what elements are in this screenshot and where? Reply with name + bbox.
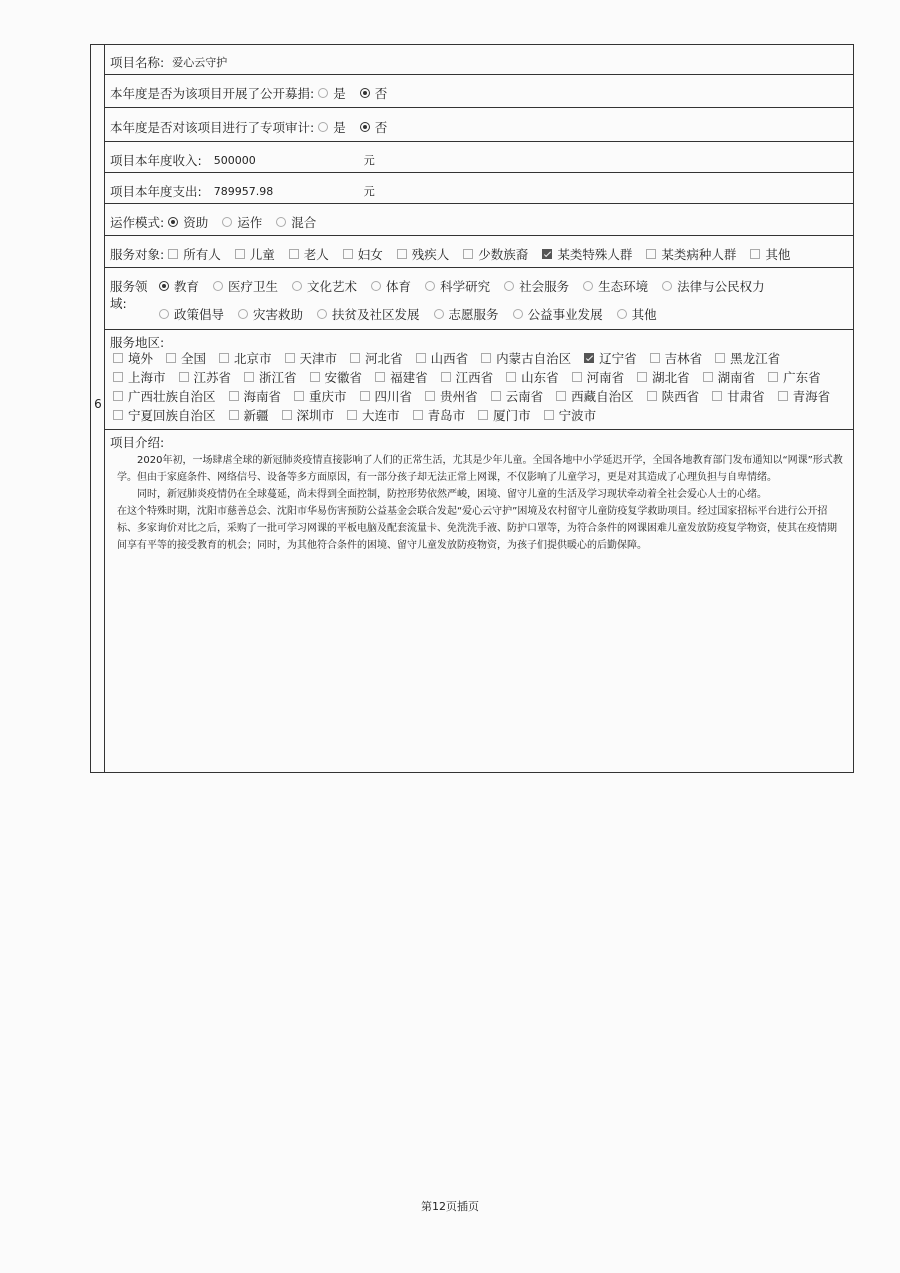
target-option-disease-group[interactable]: 某类病种人群 — [642, 245, 736, 263]
checkbox-icon — [481, 353, 491, 363]
service-regions-row — [105, 330, 853, 430]
introduction-paragraph: 在这个特殊时期，沈阳市慈善总会、沈阳市华易伤害预防公益基金会联合发起“爱心云守护”困境及农村留守儿童防疫复学救助项目。经过国家招标平台进行公开招标、多家询价对比之后，采购了一批可学习网课的平板电脑及配套流量卡、免洗洗手液、防护口罩等，为符合条件的网课困难儿童发放防疫复学物资，使其在疫情期间享有平等的接受教育的机会；同时，为其他符合条件的困境、留守儿童发放防疫物资，为孩子们提供暖心的后勤保障。 — [117, 506, 837, 551]
region-option[interactable] — [487, 387, 544, 405]
region-label: 北京市 — [234, 350, 272, 366]
expense-label: 项目本年度支出: — [110, 184, 202, 199]
region-option[interactable] — [568, 368, 625, 386]
page-footer: 第12页插页 — [421, 1200, 479, 1213]
field-option-social-service[interactable]: 社会服务 — [500, 277, 569, 295]
target-option-elderly[interactable]: 老人 — [285, 245, 329, 263]
checkbox-checked-icon — [542, 249, 552, 259]
radio-selected-icon — [168, 217, 178, 227]
service-fields-row — [105, 268, 853, 330]
checkbox-icon — [375, 372, 385, 382]
region-option[interactable] — [412, 349, 469, 367]
region-label: 福建省 — [390, 369, 428, 385]
checkbox-icon — [491, 391, 501, 401]
region-line — [109, 405, 851, 424]
region-option[interactable] — [343, 406, 400, 424]
region-label: 江苏省 — [193, 369, 232, 385]
region-option[interactable] — [708, 387, 765, 405]
region-option[interactable] — [109, 368, 166, 386]
checkbox-icon — [179, 372, 189, 382]
checkbox-icon — [397, 249, 407, 259]
radio-selected-icon — [159, 281, 169, 291]
region-option[interactable] — [278, 406, 335, 424]
special-audit-label: 本年度是否对该项目进行了专项审计: — [110, 120, 315, 135]
region-label: 境外 — [128, 350, 154, 366]
radio-icon — [513, 309, 523, 319]
field-option-ecology[interactable]: 生态环境 — [579, 277, 648, 295]
region-option[interactable] — [306, 368, 363, 386]
region-label: 云南省 — [505, 388, 544, 404]
checkbox-icon — [113, 372, 123, 382]
service-fields-label: 服务领 域: — [110, 279, 148, 311]
service-targets-label: 服务对象: — [110, 247, 165, 262]
public-fundraising-row — [105, 75, 853, 108]
project-name-label: 项目名称: — [110, 55, 165, 70]
checkbox-icon — [113, 391, 123, 401]
region-option[interactable] — [633, 368, 690, 386]
field-option-culture[interactable]: 文化艺术 — [288, 277, 357, 295]
checkbox-icon — [768, 372, 778, 382]
region-option[interactable] — [646, 349, 703, 367]
checkbox-icon — [310, 372, 320, 382]
region-label: 山东省 — [521, 369, 559, 385]
field-option-health[interactable]: 医疗卫生 — [209, 277, 278, 295]
field-option-poverty[interactable]: 扶贫及社区发展 — [313, 305, 420, 323]
region-label: 广东省 — [783, 369, 821, 385]
checkbox-icon — [166, 353, 176, 363]
public-fundraising-option-yes[interactable]: 是 — [314, 84, 346, 102]
region-option[interactable] — [421, 387, 478, 405]
checkbox-icon — [294, 391, 304, 401]
region-label: 全国 — [181, 350, 207, 366]
region-option[interactable] — [371, 368, 428, 386]
region-line — [109, 348, 851, 367]
region-option[interactable] — [540, 406, 597, 424]
checkbox-icon — [715, 353, 725, 363]
checkbox-icon — [347, 410, 357, 420]
operation-mode-option-operate[interactable]: 运作 — [218, 213, 262, 231]
radio-icon — [434, 309, 444, 319]
checkbox-icon — [506, 372, 516, 382]
checkbox-icon — [647, 391, 657, 401]
field-option-science[interactable]: 科学研究 — [421, 277, 490, 295]
field-option-law[interactable]: 法律与公民权力 — [658, 277, 765, 295]
radio-icon — [425, 281, 435, 291]
checkbox-icon — [343, 249, 353, 259]
region-option[interactable] — [225, 406, 269, 424]
radio-icon — [276, 217, 286, 227]
field-option-sports[interactable]: 体育 — [367, 277, 411, 295]
introduction-paragraph: 2020年初，一场肆虐全球的新冠肺炎疫情直接影响了人们的正常生活，尤其是少年儿童。全国各地中小学延迟开学，全国各地教育部门发布通知以“网课”形式教学。但由于家庭条件、网络信号、设备等多方面原因，有一部分孩子却无法正常上网课，不仅影响了儿童学习，更是对其造成了心理负担与自卑情绪。 — [117, 455, 843, 483]
project-name-value: 爱心云守护 — [172, 56, 228, 69]
radio-icon — [583, 281, 593, 291]
checkbox-icon — [544, 410, 554, 420]
region-option[interactable] — [290, 387, 347, 405]
region-option[interactable] — [580, 349, 637, 367]
introduction-text — [117, 452, 843, 554]
public-fundraising-option-no[interactable]: 否 — [356, 84, 388, 102]
field-option-education[interactable]: 教育 — [155, 277, 199, 295]
radio-icon — [213, 281, 223, 291]
checkbox-icon — [219, 353, 229, 363]
region-label: 内蒙古自治区 — [496, 350, 572, 366]
introduction-paragraph: 同时，新冠肺炎疫情仍在全球蔓延，尚未得到全面控制，防控形势依然严峻，困境、留守儿童的生活及学习现状牵动着全社会爱心人士的心绪。 — [137, 489, 767, 500]
checkbox-icon — [425, 391, 435, 401]
checkbox-icon — [712, 391, 722, 401]
radio-selected-icon — [360, 88, 370, 98]
region-option[interactable] — [356, 387, 413, 405]
region-option[interactable] — [281, 349, 338, 367]
income-row — [105, 142, 853, 173]
region-line — [109, 386, 851, 405]
expense-row — [105, 173, 853, 204]
region-option[interactable] — [346, 349, 403, 367]
checkbox-icon — [235, 249, 245, 259]
target-option-children[interactable]: 儿童 — [231, 245, 275, 263]
field-option-volunteer[interactable]: 志愿服务 — [430, 305, 499, 323]
checkbox-icon — [416, 353, 426, 363]
region-option[interactable] — [643, 387, 700, 405]
special-audit-row — [105, 108, 853, 142]
checkbox-icon — [441, 372, 451, 382]
special-audit-option-no[interactable]: 否 — [356, 118, 388, 136]
checkbox-icon — [703, 372, 713, 382]
target-option-women[interactable]: 妇女 — [339, 245, 383, 263]
checkbox-icon — [168, 249, 178, 259]
radio-icon — [371, 281, 381, 291]
checkbox-icon — [360, 391, 370, 401]
region-option[interactable] — [764, 368, 821, 386]
region-option[interactable] — [240, 368, 297, 386]
radio-icon — [617, 309, 627, 319]
region-option[interactable] — [711, 349, 780, 367]
checkbox-icon — [113, 410, 123, 420]
target-option-disabled[interactable]: 残疾人 — [393, 245, 450, 263]
region-label: 黑龙江省 — [730, 350, 781, 366]
region-label: 厦门市 — [493, 407, 531, 423]
region-option[interactable] — [774, 387, 831, 405]
income-unit: 元 — [363, 154, 375, 167]
region-label: 吉林省 — [664, 350, 703, 366]
operation-mode-option-mixed[interactable]: 混合 — [272, 213, 316, 231]
radio-icon — [238, 309, 248, 319]
region-label: 深圳市 — [296, 407, 335, 423]
public-fundraising-label: 本年度是否为该项目开展了公开募捐: — [110, 86, 315, 101]
region-label: 山西省 — [430, 350, 469, 366]
region-label: 天津市 — [299, 350, 338, 366]
radio-icon — [222, 217, 232, 227]
operation-mode-option-funding[interactable]: 资助 — [164, 213, 208, 231]
region-label: 新疆 — [243, 407, 269, 423]
region-label: 陕西省 — [661, 388, 700, 404]
row-number: 6 — [94, 397, 102, 411]
operation-mode-row — [105, 204, 853, 236]
income-value: 500000 — [213, 153, 256, 167]
region-label: 大连市 — [362, 407, 400, 423]
region-label: 贵州省 — [440, 388, 478, 404]
operation-mode-label: 运作模式: — [110, 215, 165, 230]
service-targets-row — [105, 236, 853, 268]
expense-value: 789957.98 — [213, 184, 274, 198]
target-option-special-group[interactable]: 某类特殊人群 — [538, 245, 632, 263]
region-label: 河南省 — [586, 369, 625, 385]
income-label: 项目本年度收入: — [110, 153, 202, 168]
region-label: 甘肃省 — [727, 388, 765, 404]
region-label: 重庆市 — [309, 388, 347, 404]
region-label: 湖南省 — [717, 369, 756, 385]
region-label: 湖北省 — [652, 369, 690, 385]
checkbox-icon — [478, 410, 488, 420]
region-option[interactable] — [437, 368, 494, 386]
region-label: 辽宁省 — [599, 350, 637, 366]
project-form-table — [90, 44, 854, 773]
region-label: 上海市 — [128, 369, 166, 385]
radio-icon — [318, 122, 328, 132]
region-option[interactable] — [109, 387, 216, 405]
region-label: 青海省 — [792, 388, 831, 404]
checkbox-icon — [350, 353, 360, 363]
radio-icon — [504, 281, 514, 291]
field-option-disaster[interactable]: 灾害救助 — [234, 305, 303, 323]
region-label: 广西壮族自治区 — [128, 388, 216, 404]
service-regions-label: 服务地区: — [110, 335, 165, 350]
field-option-other[interactable]: 其他 — [613, 305, 657, 323]
radio-selected-icon — [360, 122, 370, 132]
checkbox-icon — [113, 353, 123, 363]
region-option[interactable] — [474, 406, 531, 424]
checkbox-icon — [572, 372, 582, 382]
radio-icon — [159, 309, 169, 319]
region-label: 宁夏回族自治区 — [128, 407, 216, 423]
region-label: 青岛市 — [427, 407, 466, 423]
field-option-public-welfare[interactable]: 公益事业发展 — [509, 305, 603, 323]
target-option-minorities[interactable]: 少数族裔 — [459, 245, 528, 263]
radio-icon — [317, 309, 327, 319]
special-audit-option-yes[interactable]: 是 — [314, 118, 346, 136]
region-label: 河北省 — [365, 350, 403, 366]
checkbox-icon — [229, 410, 239, 420]
region-option[interactable] — [109, 406, 216, 424]
introduction-row — [105, 430, 853, 772]
region-option[interactable] — [215, 349, 272, 367]
region-option[interactable] — [162, 349, 206, 367]
target-option-all[interactable]: 所有人 — [164, 245, 221, 263]
region-label: 四川省 — [374, 388, 413, 404]
region-option[interactable] — [175, 368, 232, 386]
region-option[interactable] — [409, 406, 466, 424]
region-option[interactable] — [699, 368, 756, 386]
checkbox-icon — [637, 372, 647, 382]
region-option[interactable] — [477, 349, 571, 367]
region-label: 浙江省 — [259, 369, 297, 385]
region-option[interactable] — [502, 368, 559, 386]
introduction-label: 项目介绍: — [110, 435, 165, 450]
project-name-row — [105, 45, 853, 75]
region-label: 西藏自治区 — [571, 388, 634, 404]
radio-icon — [292, 281, 302, 291]
region-option[interactable] — [552, 387, 634, 405]
checkbox-icon — [229, 391, 239, 401]
checkbox-icon — [463, 249, 473, 259]
checkbox-icon — [282, 410, 292, 420]
region-option[interactable] — [109, 349, 153, 367]
region-label: 江西省 — [455, 369, 494, 385]
checkbox-icon — [750, 249, 760, 259]
target-option-other[interactable]: 其他 — [746, 245, 790, 263]
checkbox-icon — [778, 391, 788, 401]
region-option[interactable] — [225, 387, 282, 405]
region-label: 安徽省 — [324, 369, 363, 385]
region-label: 海南省 — [243, 388, 282, 404]
checkbox-checked-icon — [584, 353, 594, 363]
checkbox-icon — [413, 410, 423, 420]
radio-icon — [662, 281, 672, 291]
checkbox-icon — [646, 249, 656, 259]
checkbox-icon — [556, 391, 566, 401]
region-line — [109, 367, 851, 386]
checkbox-icon — [650, 353, 660, 363]
radio-icon — [318, 88, 328, 98]
checkbox-icon — [285, 353, 295, 363]
region-label: 宁波市 — [558, 407, 597, 423]
expense-unit: 元 — [363, 185, 375, 198]
checkbox-icon — [289, 249, 299, 259]
field-option-policy[interactable]: 政策倡导 — [155, 305, 224, 323]
checkbox-icon — [244, 372, 254, 382]
region-checkbox-grid — [109, 348, 851, 424]
